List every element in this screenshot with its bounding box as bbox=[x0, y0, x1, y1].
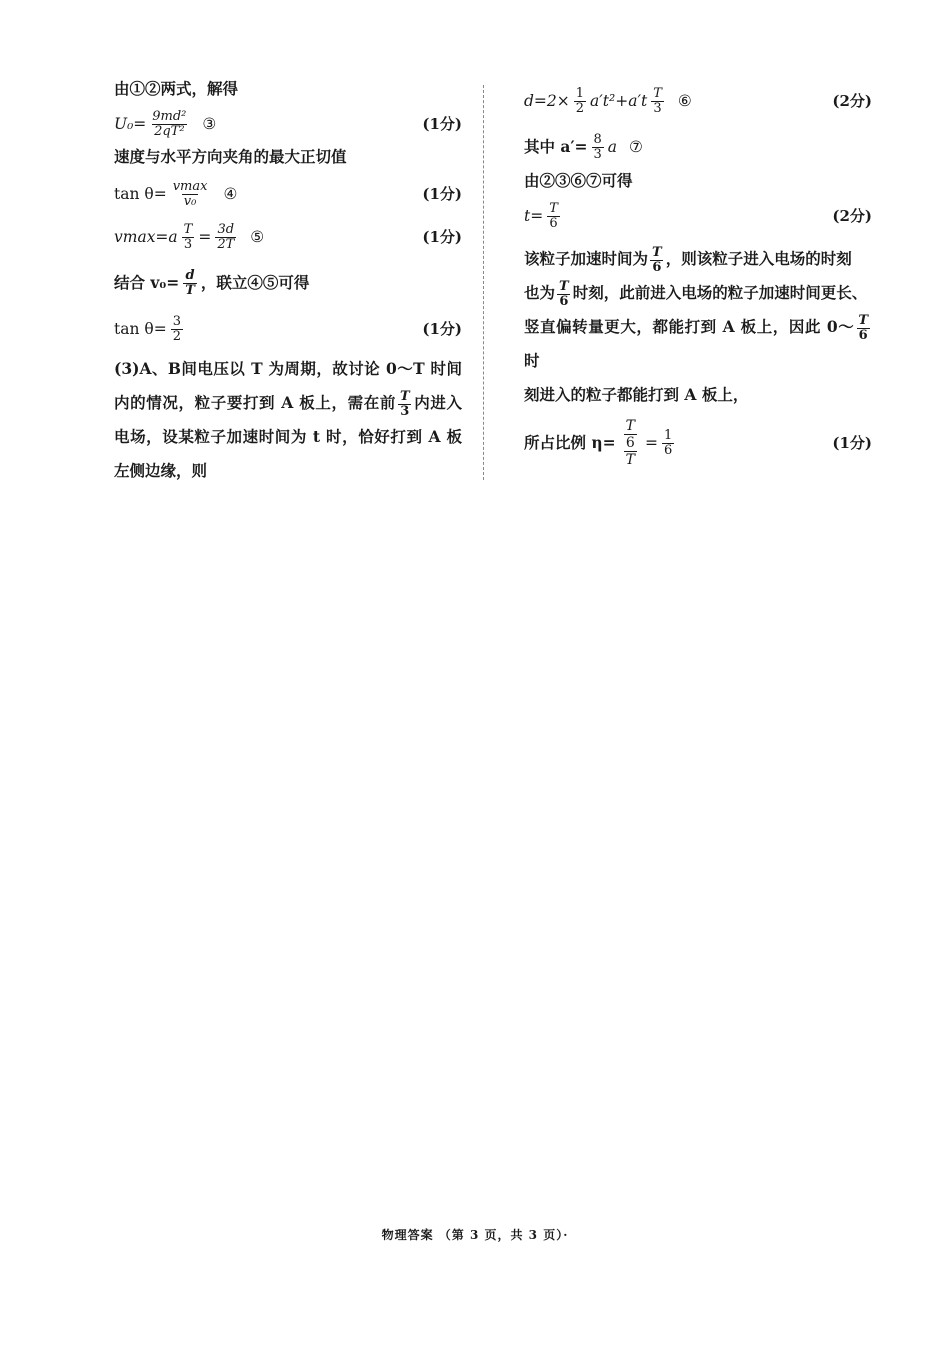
r-p2-fraction bbox=[557, 280, 571, 309]
eq5-fraction-1 bbox=[182, 223, 195, 252]
eq6-den: T bbox=[185, 282, 195, 298]
r-eq4-num bbox=[620, 418, 641, 451]
r-eq4-inner-num: T bbox=[625, 418, 635, 434]
equation-5 bbox=[114, 214, 462, 260]
page-footer: 物理答案 （第 3 页，共 3 页）· bbox=[381, 1228, 569, 1242]
r-p2-text-a: 也为 bbox=[524, 283, 556, 302]
r-eq2-fraction bbox=[592, 133, 604, 162]
r-p3-text-b: 时 bbox=[524, 351, 540, 370]
eq7-lhs: tan θ= bbox=[114, 320, 167, 338]
r-p3-den: 6 bbox=[858, 327, 868, 343]
part3-fraction bbox=[398, 390, 412, 419]
r-p1-den: 6 bbox=[652, 259, 662, 275]
r-para-line-2 bbox=[524, 276, 872, 310]
equation-4 bbox=[114, 174, 462, 214]
eq5-score: (1分) bbox=[422, 228, 462, 246]
r-eq4-den2: 6 bbox=[664, 442, 673, 458]
eq3-score: (1分) bbox=[422, 115, 462, 133]
r-eq3-lhs: t= bbox=[524, 207, 544, 225]
r-eq4-inner-fraction bbox=[624, 418, 637, 451]
r-p1-text-b: ，则该粒子进入电场的时刻 bbox=[665, 249, 852, 268]
equation-7 bbox=[114, 306, 462, 352]
r-p1-num: T bbox=[652, 244, 662, 260]
eq5-f2-den: 2T bbox=[217, 236, 235, 252]
r-eq1-score: (2分) bbox=[832, 92, 872, 110]
r-eq1-f1-den: 2 bbox=[575, 100, 585, 116]
equation-3 bbox=[114, 104, 462, 144]
r-p2-text-b: 时刻，此前进入电场的粒子加速时间更长、 bbox=[572, 283, 868, 302]
part3-frac-num: T bbox=[399, 388, 410, 404]
eq3-num: 9md² bbox=[152, 108, 187, 124]
r-eq1-lhs: d=2× bbox=[524, 92, 570, 110]
r-eq2-num: 8 bbox=[593, 131, 602, 147]
r-eq3-score: (2分) bbox=[832, 207, 872, 225]
r-eq3-num: T bbox=[549, 200, 558, 216]
eq5-f1-den: 3 bbox=[183, 236, 193, 252]
r-eq2-tail: a bbox=[607, 138, 618, 156]
eq6-fraction bbox=[183, 269, 197, 298]
eq4-fraction bbox=[171, 180, 210, 209]
r-p2-num: T bbox=[559, 278, 569, 294]
eq3-lhs: U₀= bbox=[114, 115, 147, 133]
eq3-den: 2qT² bbox=[154, 123, 185, 139]
r-para-line-3 bbox=[524, 310, 872, 378]
r-paragraph bbox=[524, 242, 872, 412]
left-column bbox=[114, 78, 462, 488]
r-eq2-den: 3 bbox=[593, 146, 602, 162]
eq5-lhs: vmax=a bbox=[114, 228, 178, 246]
eq4-score: (1分) bbox=[422, 185, 462, 203]
eq5-fraction-2 bbox=[215, 223, 236, 252]
right-column bbox=[524, 78, 872, 472]
part3-frac-den: 3 bbox=[400, 403, 410, 419]
r-eq1-f2-num: T bbox=[653, 85, 662, 101]
r-p1-fraction bbox=[650, 246, 664, 275]
eq7-score: (1分) bbox=[422, 320, 462, 338]
r-eq1-f1-num: 1 bbox=[575, 85, 585, 101]
r-p1-text-a: 该粒子加速时间为 bbox=[524, 249, 649, 268]
r-eq4-den: T bbox=[625, 452, 635, 468]
r-eq3-fraction bbox=[547, 202, 560, 231]
r-eq1-fraction-1 bbox=[574, 87, 586, 116]
r-p3-fraction bbox=[856, 314, 870, 343]
eq5-marker: ⑤ bbox=[250, 228, 265, 246]
eq3-marker: ③ bbox=[202, 115, 217, 133]
r-eq1-marker: ⑥ bbox=[677, 92, 692, 110]
eq5-equals: = bbox=[198, 228, 212, 246]
r-para-line-4: 刻进入的粒子都能打到 A 板上， bbox=[524, 385, 749, 404]
r-eq1-fraction-2 bbox=[651, 87, 664, 116]
column-divider bbox=[483, 85, 484, 480]
r-para-line-1 bbox=[524, 242, 872, 276]
r-p2-den: 6 bbox=[559, 293, 569, 309]
eq6-tail: ，联立④⑤可得 bbox=[200, 273, 310, 292]
tan-heading: 速度与水平方向夹角的最大正切值 bbox=[114, 147, 347, 166]
r-equation-2 bbox=[524, 124, 872, 170]
r-eq1-mid: a′t²+a′t bbox=[590, 92, 648, 110]
eq7-num: 3 bbox=[172, 313, 181, 329]
eq5-f1-num: T bbox=[183, 221, 193, 237]
r-equation-4 bbox=[524, 414, 872, 472]
part3-text-b: 内进入电场，设某粒子加速时间为 t 时，恰好打到 A 板左侧边缘，则 bbox=[114, 393, 462, 480]
eq7-den: 2 bbox=[172, 328, 181, 344]
r-eq1-f2-den: 3 bbox=[653, 100, 662, 116]
r-equation-1 bbox=[524, 78, 872, 124]
eq5-f2-num: 3d bbox=[217, 221, 235, 237]
eq7-fraction bbox=[171, 315, 183, 344]
r-solve-line: 由②③⑥⑦可得 bbox=[524, 171, 633, 190]
eq6-lhs: 结合 v₀= bbox=[114, 273, 180, 292]
r-p3-text-a: 竖直偏转量更大，都能打到 A 板上，因此 0～ bbox=[524, 317, 855, 336]
eq4-lhs: tan θ= bbox=[114, 185, 167, 203]
r-eq4-score: (1分) bbox=[832, 434, 872, 452]
equation-6 bbox=[114, 260, 462, 306]
r-eq3-den: 6 bbox=[549, 215, 558, 231]
eq4-num: vmax bbox=[172, 178, 208, 194]
eq4-den: v₀ bbox=[183, 193, 197, 209]
r-eq4-num2: 1 bbox=[664, 427, 673, 443]
r-eq2-lhs: 其中 a′= bbox=[524, 137, 588, 156]
eq6-num: d bbox=[185, 267, 195, 283]
eq4-marker: ④ bbox=[223, 185, 238, 203]
r-eq4-fraction bbox=[620, 418, 641, 468]
r-eq4-inner-den: 6 bbox=[625, 435, 635, 451]
part3-text-a: (3)A、B间电压以 T 为周期，故讨论 0～T 时间内的情况，粒子要打到 A 板上，需在前 bbox=[114, 359, 462, 412]
r-eq4-lhs: 所占比例 η= bbox=[524, 433, 616, 452]
r-eq4-fraction-2 bbox=[662, 429, 674, 458]
r-equation-3 bbox=[524, 194, 872, 238]
r-p3-num: T bbox=[858, 312, 868, 328]
r-eq4-equals: = bbox=[645, 434, 658, 452]
part3-paragraph bbox=[114, 352, 462, 488]
solve-line: 由①②两式，解得 bbox=[114, 79, 239, 98]
eq3-fraction bbox=[150, 110, 188, 139]
r-eq2-marker: ⑦ bbox=[629, 138, 643, 156]
